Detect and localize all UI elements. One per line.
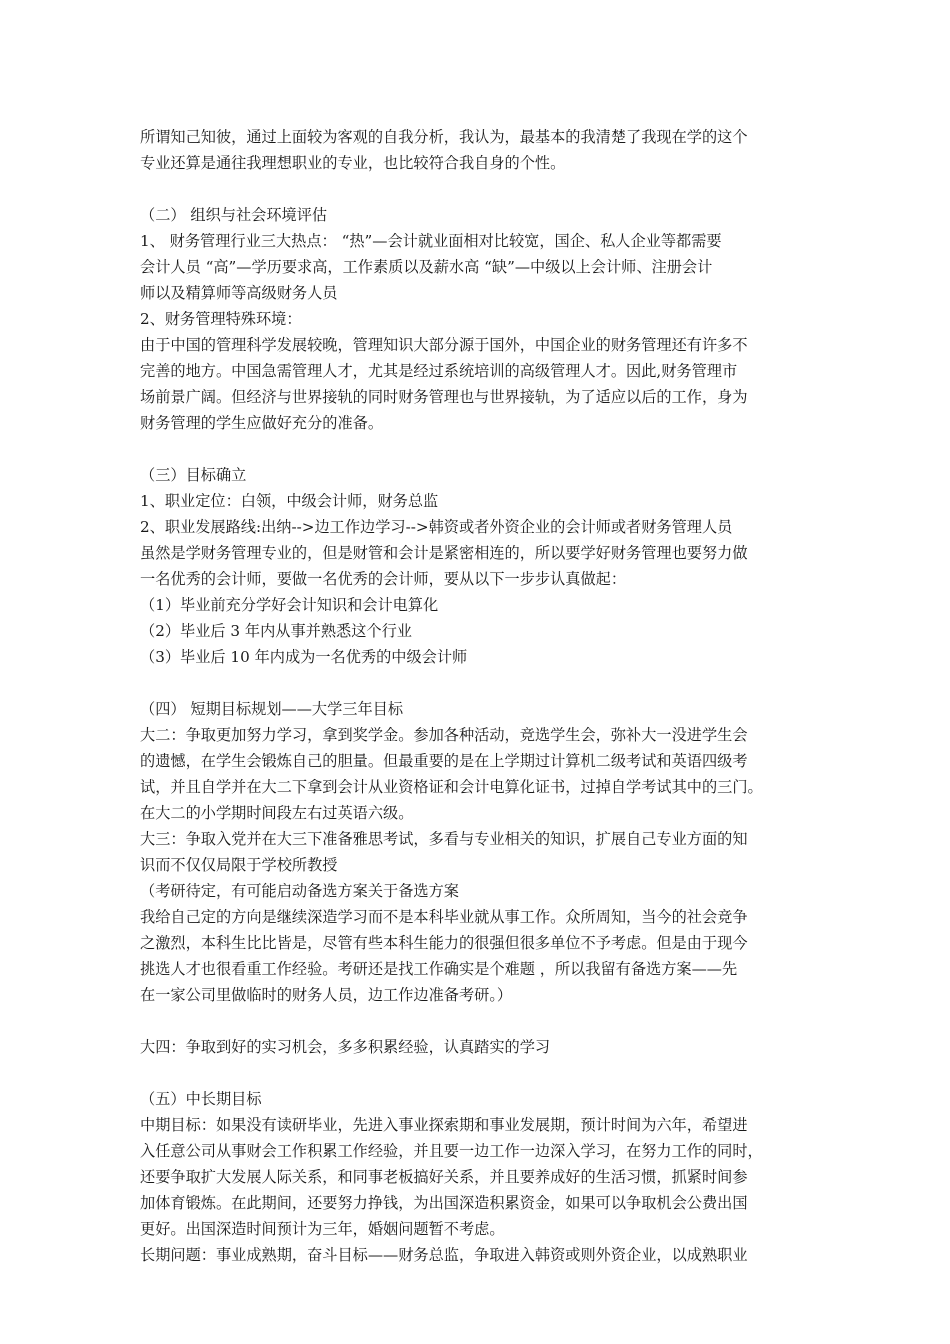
spacer (140, 670, 830, 696)
list-item: （3）毕业后 10 年内成为一名优秀的中级会计师 (140, 648, 468, 666)
text-line: 长期问题：事业成熟期，奋斗目标——财务总监，争取进入韩资或则外资企业，以成熟职业 (140, 1246, 748, 1264)
text-line: 我给自己定的方向是继续深造学习而不是本科毕业就从事工作。众所周知，当今的社会竞争 (140, 908, 748, 926)
text-line: 在大二的小学期时间段左右过英语六级。 (140, 804, 414, 822)
text-line: （考研待定，有可能启动备选方案关于备选方案 (140, 882, 459, 900)
text-line: 更好。出国深造时间预计为三年，婚姻问题暂不考虑。 (140, 1220, 505, 1238)
document-page (140, 124, 830, 1268)
text-line: 在一家公司里做临时的财务人员，边工作边准备考研。） (140, 986, 513, 1004)
spacer (140, 1060, 830, 1086)
text-line: 试，并且自学并在大二下拿到会计从业资格证和会计电算化证书，过掉自学考试其中的三门。 (140, 778, 763, 796)
text-line: 挑选人才也很看重工作经验。考研还是找工作确实是个难题 ，所以我留有备选方案——先 (140, 960, 738, 978)
text-line: 加体育锻炼。在此期间，还要努力挣钱，为出国深造积累资金，如果可以争取机会公费出国 (140, 1194, 748, 1212)
text-line: 还要争取扩大发展人际关系，和同事老板搞好关系，并且要养成好的生活习惯，抓紧时间参 (140, 1168, 748, 1186)
section-heading: （四） 短期目标规划——大学三年目标 (140, 700, 404, 718)
section-heading: （二） 组织与社会环境评估 (140, 206, 328, 224)
section-short-term (140, 696, 830, 1060)
text-line: 大四：争取到好的实习机会，多多积累经验，认真踏实的学习 (140, 1038, 551, 1056)
section-long-term (140, 1086, 830, 1268)
list-item: （2）毕业后 3 年内从事并熟悉这个行业 (140, 622, 412, 640)
text-line: 2、财务管理特殊环境： (140, 310, 302, 328)
text-line: 大三：争取入党并在大三下准备雅思考试，多看与专业相关的知识，扩展自己专业方面的知 (140, 830, 748, 848)
text-line: 场前景广阔。但经济与世界接轨的同时财务管理也与世界接轨，为了适应以后的工作，身为 (140, 388, 748, 406)
text-line: 所谓知己知彼，通过上面较为客观的自我分析，我认为，最基本的我清楚了我现在学的这个 (140, 128, 748, 146)
text-line: 2、职业发展路线:出纳-->边工作边学习-->韩资或者外资企业的会计师或者财务管理人员 (140, 518, 733, 536)
text-line: 中期目标：如果没有读研毕业，先进入事业探索期和事业发展期，预计时间为六年，希望进 (140, 1116, 748, 1134)
spacer (140, 436, 830, 462)
text-line: 一名优秀的会计师，要做一名优秀的会计师，要从以下一步步认真做起： (140, 570, 626, 588)
section-heading: （三）目标确立 (140, 466, 247, 484)
text-line: 的遗憾，在学生会锻炼自己的胆量。但最重要的是在上学期过计算机二级考试和英语四级考 (140, 752, 748, 770)
text-line: 完善的地方。中国急需管理人才，尤其是经过系统培训的高级管理人才。因此,财务管理市 (140, 362, 738, 380)
list-item: （1）毕业前充分学好会计知识和会计电算化 (140, 596, 439, 614)
section-goals (140, 462, 830, 670)
text-line: 财务管理的学生应做好充分的准备。 (140, 414, 383, 432)
text-line: 专业还算是通往我理想职业的专业，也比较符合我自身的个性。 (140, 154, 566, 172)
text-line: 由于中国的管理科学发展较晚，管理知识大部分源于国外，中国企业的财务管理还有许多不 (140, 336, 748, 354)
text-line: 大二：争取更加努力学习，拿到奖学金。参加各种活动，竞选学生会，弥补大一没进学生会 (140, 726, 748, 744)
spacer (140, 176, 830, 202)
section-heading: （五）中长期目标 (140, 1090, 262, 1108)
text-line: 会计人员 “高”—学历要求高，工作素质以及薪水高 “缺”—中级以上会计师、注册会计 (140, 258, 713, 276)
text-line: 1、职业定位：白领，中级会计师，财务总监 (140, 492, 439, 510)
text-line: 入任意公司从事财会工作积累工作经验，并且要一边工作一边深入学习，在努力工作的同时， (140, 1142, 763, 1160)
text-line: 之激烈，本科生比比皆是，尽管有些本科生能力的很强但很多单位不予考虑。但是由于现今 (140, 934, 748, 952)
text-line: 识而不仅仅局限于学校所教授 (140, 856, 338, 874)
spacer (140, 1008, 830, 1034)
text-line: 虽然是学财务管理专业的，但是财管和会计是紧密相连的，所以要学好财务管理也要努力做 (140, 544, 748, 562)
text-line: 师以及精算师等高级财务人员 (140, 284, 338, 302)
text-line: 1、 财务管理行业三大热点： “热”—会计就业面相对比较宽，国企、私人企业等都需要 (140, 232, 722, 250)
intro-paragraph (140, 124, 830, 176)
section-environment (140, 202, 830, 436)
